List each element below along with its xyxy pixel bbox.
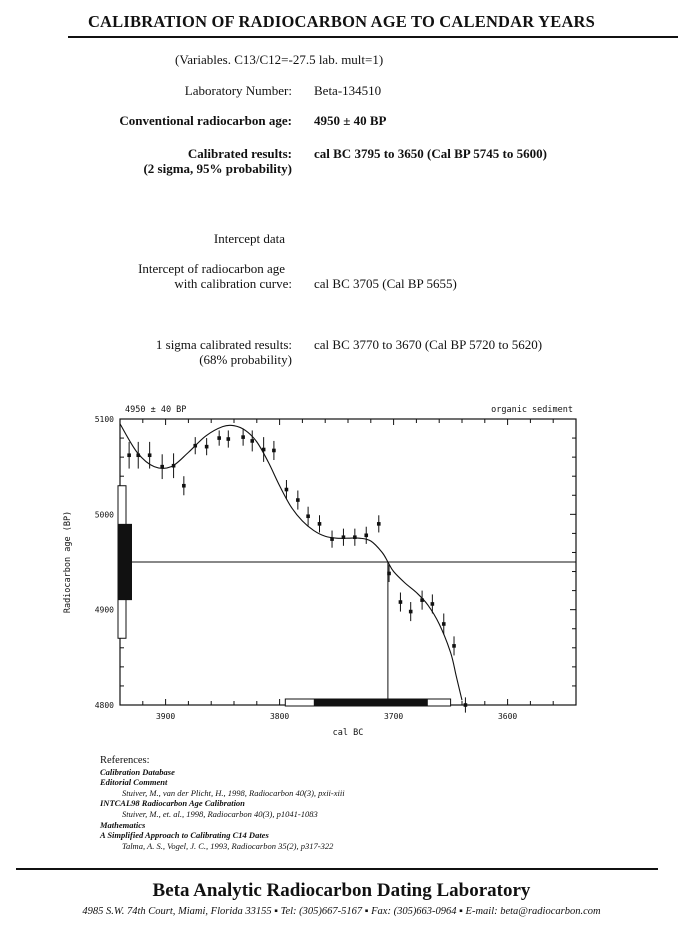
data-point — [182, 484, 186, 488]
x-axis-label: cal BC — [332, 728, 364, 738]
data-point — [285, 488, 289, 492]
calibrated-results-label: Calibrated results: — [187, 146, 292, 161]
ref-editorial-comment: Editorial Comment — [100, 777, 168, 788]
data-point — [399, 600, 403, 604]
intercept-heading: Intercept data — [213, 231, 285, 246]
sigma1-label: 1 sigma calibrated results: — [155, 337, 292, 352]
x-tick-label: 3600 — [497, 712, 518, 721]
data-point — [217, 436, 221, 440]
data-point — [452, 644, 456, 648]
y-tick-label: 4900 — [94, 605, 114, 615]
ref-mathematics: Mathematics — [100, 819, 146, 830]
data-point — [136, 453, 140, 457]
calibrated-results-sublabel: (2 sigma, 95% probability) — [143, 161, 292, 176]
data-point — [377, 522, 381, 526]
data-point — [272, 449, 276, 453]
bottom-rule — [16, 868, 658, 870]
data-point — [420, 598, 424, 602]
calibration-chart — [60, 395, 590, 745]
x-tick-label: 3900 — [155, 712, 176, 721]
data-point — [160, 465, 164, 469]
y-tick-label: 5000 — [94, 510, 114, 520]
sigma1-value: cal BC 3770 to 3670 (Cal BP 5720 to 5620) — [314, 337, 543, 352]
data-point — [364, 534, 368, 538]
data-point — [296, 498, 300, 502]
x-tick-label: 3800 — [269, 712, 290, 721]
y-axis-label: Radiocarbon age (BP) — [63, 510, 73, 614]
intercept-label-line2: with calibration curve: — [174, 276, 292, 291]
data-point — [330, 537, 334, 541]
cal-1sigma-bar — [314, 699, 428, 706]
calibration-chart-svg — [60, 395, 590, 745]
data-point — [241, 435, 245, 439]
intercept-value: cal BC 3705 (Cal BP 5655) — [314, 276, 457, 291]
data-point — [306, 514, 310, 518]
calibrated-results-value: cal BC 3795 to 3650 (Cal BP 5745 to 5600) — [314, 146, 547, 161]
data-point — [172, 464, 176, 468]
page-title: CALIBRATION OF RADIOCARBON AGE TO CALENDAR YEARS — [87, 12, 596, 31]
chart-title-right: organic sediment — [491, 405, 573, 415]
ref-intcal98: INTCAL98 Radiocarbon Age Calibration — [100, 798, 245, 809]
data-point — [409, 610, 413, 614]
y-tick-label: 4800 — [94, 701, 114, 710]
ref-calibration-database: Calibration Database — [100, 766, 175, 777]
data-point — [205, 445, 209, 449]
sigma1-sublabel: (68% probability) — [199, 352, 292, 367]
top-rule — [68, 36, 678, 38]
data-point — [342, 535, 346, 539]
ref-intcal98-cite: Stuiver, M., et. al., 1998, Radiocarbon 40(3), p1041-1083 — [122, 808, 318, 819]
ref-simplified-cite: Talma, A. S., Vogel, J. C., 1993, Radiocarbon 35(2), p317-322 — [122, 840, 334, 851]
data-point — [250, 439, 254, 443]
lab-number-label: Laboratory Number: — [184, 83, 292, 98]
data-point — [193, 444, 197, 448]
intercept-label-line1: Intercept of radiocarbon age — [138, 261, 285, 276]
variables-line: (Variables. C13/C12=-27.5 lab. mult=1) — [175, 52, 384, 67]
data-point — [127, 453, 131, 457]
data-point — [464, 703, 468, 707]
data-point — [227, 437, 231, 441]
references — [100, 756, 345, 851]
data-point — [353, 535, 357, 539]
ref-simplified-approach: A Simplified Approach to Calibrating C14 Dates — [100, 830, 269, 841]
data-point — [262, 448, 266, 452]
laboratory-name: Beta Analytic Radiocarbon Dating Laboratory — [152, 880, 531, 901]
x-tick-label: 3700 — [383, 712, 404, 721]
conventional-age-label: Conventional radiocarbon age: — [119, 113, 292, 128]
conventional-age-value: 4950 ± 40 BP — [314, 113, 387, 128]
lab-number-value: Beta-134510 — [314, 83, 382, 98]
references-heading: References: — [100, 755, 150, 766]
data-point — [387, 572, 391, 576]
data-point — [442, 622, 446, 626]
age-1sigma-bar — [118, 524, 132, 600]
data-point — [318, 522, 322, 526]
y-tick-label: 5100 — [94, 415, 114, 424]
data-point — [431, 602, 435, 606]
data-point — [148, 453, 152, 457]
ref-editorial-cite: Stuiver, M., van der Plicht, H., 1998, Radiocarbon 40(3), pxii-xiii — [122, 787, 345, 798]
chart-title-left: 4950 ± 40 BP — [125, 405, 187, 415]
laboratory-address: 4985 S.W. 74th Court, Miami, Florida 33155 ▪ Tel: (305)667-5167 ▪ Fax: (305)663-0964 ▪ E-mail: beta@radiocarbon.com — [82, 906, 601, 917]
